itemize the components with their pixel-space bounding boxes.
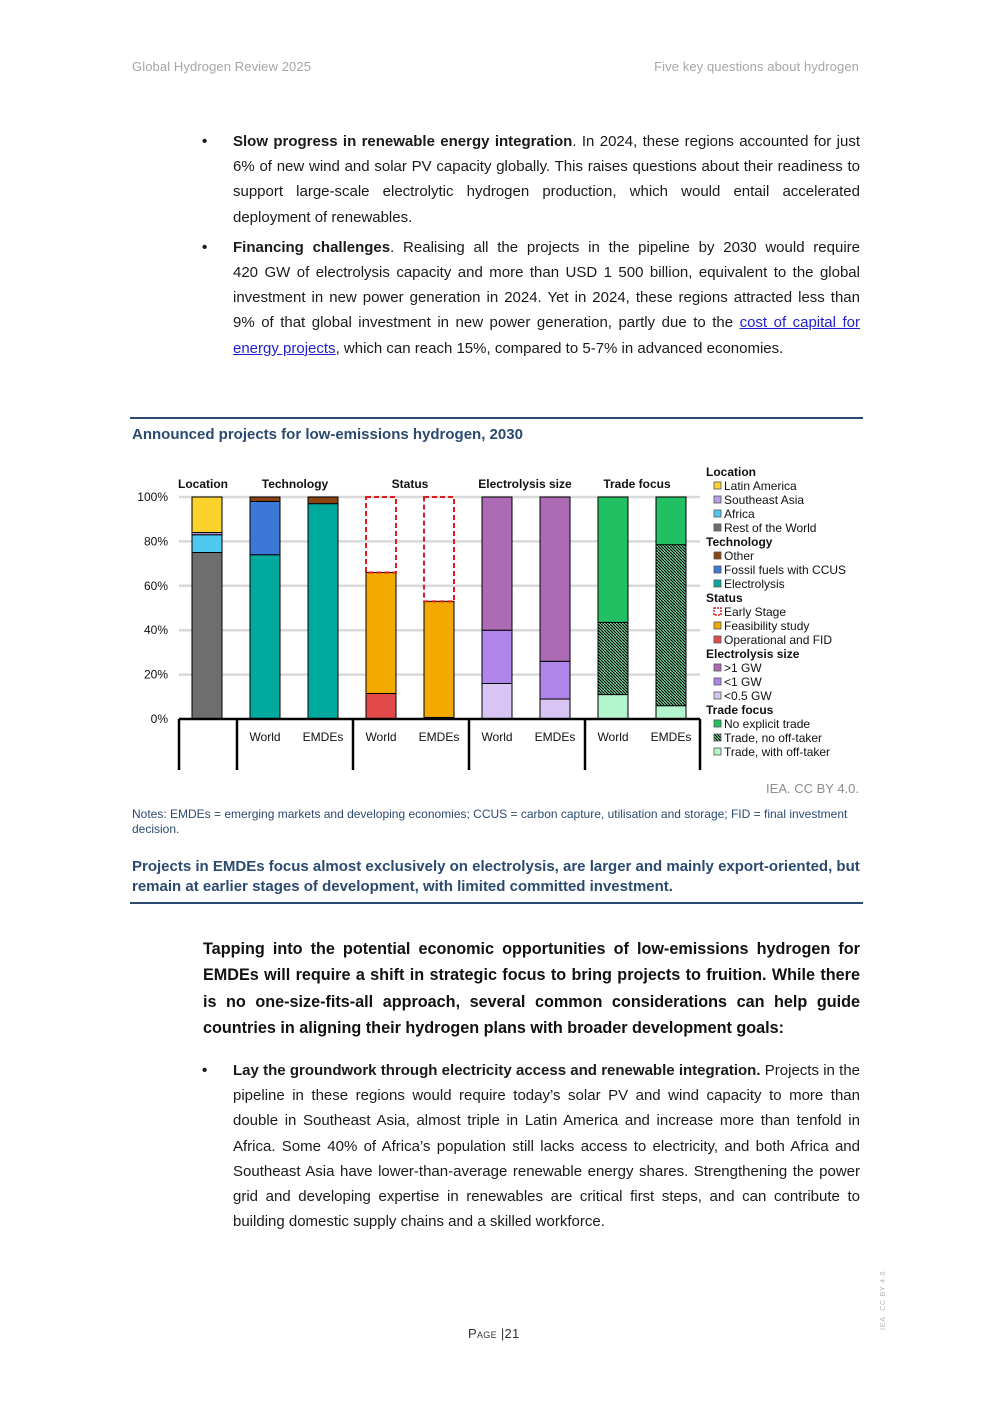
legend-label: Early Stage xyxy=(724,605,787,619)
bar-segment xyxy=(656,545,686,706)
legend-label: Trade, no off-taker xyxy=(724,731,823,745)
group-header: Status xyxy=(391,477,429,491)
group-header: Location xyxy=(178,477,228,491)
legend-label: Trade, with off-taker xyxy=(724,745,831,759)
y-tick-label: 100% xyxy=(137,490,168,504)
legend-label: Fossil fuels with CCUS xyxy=(724,563,847,577)
bar-segment xyxy=(250,555,280,719)
page-number-value: 21 xyxy=(504,1326,520,1341)
legend-heading: Trade focus xyxy=(706,703,774,717)
legend-label: Latin America xyxy=(724,479,797,493)
legend-label: Southeast Asia xyxy=(724,493,805,507)
legend-heading: Location xyxy=(706,465,756,479)
bar-segment xyxy=(598,622,628,694)
legend-swatch xyxy=(714,552,721,559)
legend-swatch xyxy=(714,636,721,643)
page-number xyxy=(468,1326,520,1341)
legend-swatch xyxy=(714,566,721,573)
legend-swatch xyxy=(714,720,721,727)
legend-label: Feasibility study xyxy=(724,619,810,633)
bar-segment xyxy=(250,501,280,554)
figure-title: Announced projects for low-emissions hydrogen, 2030 xyxy=(132,426,523,443)
legend-label: Other xyxy=(724,549,755,563)
bar-segment xyxy=(540,699,570,719)
legend-swatch xyxy=(714,748,721,755)
x-category-label: World xyxy=(597,730,629,744)
bar-segment xyxy=(656,497,686,545)
legend-label: Electrolysis xyxy=(724,577,785,591)
bar-segment xyxy=(482,683,512,719)
x-category-label: EMDEs xyxy=(650,730,692,744)
legend-heading: Status xyxy=(706,591,743,605)
legend-label: Operational and FID xyxy=(724,633,833,647)
running-header-title: Global Hydrogen Review 2025 xyxy=(132,59,312,74)
x-category-label: World xyxy=(481,730,513,744)
bar-segment xyxy=(250,497,280,501)
bar-segment xyxy=(540,661,570,699)
legend-swatch xyxy=(714,524,721,531)
stacked-bar-chart xyxy=(130,462,870,782)
page-label: Page xyxy=(468,1326,497,1341)
legend-swatch xyxy=(714,608,721,615)
x-category-label: EMDEs xyxy=(302,730,344,744)
bar-segment xyxy=(424,601,454,717)
bullet-groundwork xyxy=(200,1058,860,1234)
x-category-label: World xyxy=(249,730,281,744)
bar-segment xyxy=(598,497,628,622)
legend-label: Africa xyxy=(724,507,755,521)
legend-heading: Technology xyxy=(706,535,773,549)
bullet-dot-icon: • xyxy=(202,133,208,150)
legend-swatch xyxy=(714,510,721,517)
side-credit: IEA. CC BY 4.0. xyxy=(880,1267,887,1330)
figure-top-rule xyxy=(130,417,863,419)
group-header: Technology xyxy=(261,477,329,491)
legend-swatch xyxy=(714,664,721,671)
page-separator: | xyxy=(500,1326,505,1341)
legend-swatch xyxy=(714,622,721,629)
bar-segment xyxy=(482,497,512,630)
bullet-heading: Financing challenges xyxy=(233,238,391,256)
bullet-financing xyxy=(200,235,860,361)
x-category-label: EMDEs xyxy=(534,730,576,744)
bullet-heading: Lay the groundwork through electricity access and renewable integration. xyxy=(233,1062,761,1079)
bullet-list-top xyxy=(200,129,860,361)
legend-heading: Electrolysis size xyxy=(706,647,800,661)
figure-takeaway: Projects in EMDEs focus almost exclusively on electrolysis, are larger and mainly export-oriented, but remain at earlier stages of development, with limited committed investment. xyxy=(132,858,860,895)
legend-swatch xyxy=(714,496,721,503)
bullet-body-cont: , which can reach 15%, compared to 5-7% in advanced economies. xyxy=(335,339,784,357)
bar-segment xyxy=(598,695,628,719)
bullet-renewable-integration xyxy=(200,129,860,230)
bullet-list-bottom xyxy=(200,1058,860,1234)
bar-segment xyxy=(366,693,396,719)
bar-segment xyxy=(366,572,396,693)
bullet-body: Projects in the pipeline in these regions would require today’s solar PV and wind capacity to more than double in Southeast Asia, almost triple in Latin America and increase more than tenfold in Africa. Some 40% of Africa’s population still lacks access to electricity, and both Africa and Southeast Asia have lower-than-average renewable energy shares. Strengthening the power grid and developing expertise in renewables are critical first steps, and can contribute to building domestic supply chains and a skilled workforce. xyxy=(233,1062,860,1231)
bar-segment xyxy=(308,504,338,719)
lead-paragraph: Tapping into the potential economic opportunities of low-emissions hydrogen for EMDEs will require a shift in strategic focus to bring projects to fruition. While there is no one-size-fits-all approach, several common considerations can help guide countries in aligning their hydrogen plans with broader development goals: xyxy=(203,940,860,1038)
legend-label: <0.5 GW xyxy=(724,689,772,703)
bar-segment xyxy=(540,497,570,661)
cost-of-capital-link[interactable]: cost of capital for energy projects xyxy=(233,314,860,357)
bullet-body: . In 2024, these regions accounted for just 6% of new wind and solar PV capacity globally. This raises questions about their readiness to support large-scale electrolytic hydrogen production, which would entail accelerated deployment of renewables. xyxy=(233,133,860,226)
y-tick-label: 40% xyxy=(143,623,168,638)
x-category-label: EMDEs xyxy=(418,730,460,744)
legend-label: Rest of the World xyxy=(724,521,817,535)
x-category-label: World xyxy=(365,730,397,744)
legend-label: No explicit trade xyxy=(724,717,811,731)
legend-label: <1 GW xyxy=(724,675,762,689)
bar-segment xyxy=(482,630,512,683)
y-tick-label: 0% xyxy=(150,712,168,726)
bar-segment xyxy=(656,706,686,719)
running-header-chapter: Five key questions about hydrogen xyxy=(654,59,859,74)
bar-segment xyxy=(366,497,396,572)
y-tick-label: 20% xyxy=(143,667,168,682)
bar-segment xyxy=(192,497,222,533)
bullet-heading: Slow progress in renewable energy integration xyxy=(233,133,573,150)
figure-bottom-rule xyxy=(130,902,863,904)
chart-canvas xyxy=(130,462,870,782)
legend-swatch xyxy=(714,580,721,587)
group-header: Trade focus xyxy=(603,477,671,491)
y-tick-label: 60% xyxy=(143,578,168,593)
legend-label: >1 GW xyxy=(724,661,762,675)
bullet-body: . Realising all the projects in the pipeline by 2030 would require 420 GW of electrolysis capacity and more than USD 1 500 billion, equivalent to the global investment in new power generation in 2024. Yet in 2024, these regions attracted less than 9% of that global investment in new power generation, partly due to the xyxy=(233,238,860,332)
bar-segment xyxy=(308,497,338,504)
bar-segment xyxy=(192,553,222,720)
bullet-dot-icon: • xyxy=(202,238,208,256)
figure-notes: Notes: EMDEs = emerging markets and developing economies; CCUS = carbon capture, utilisation and storage; FID = final investment decision. xyxy=(132,807,848,836)
legend-swatch xyxy=(714,678,721,685)
legend-swatch xyxy=(714,734,721,741)
figure-credit: IEA. CC BY 4.0. xyxy=(766,781,859,796)
y-tick-label: 80% xyxy=(143,534,168,549)
legend-swatch xyxy=(714,692,721,699)
bar-segment xyxy=(192,535,222,553)
group-header: Electrolysis size xyxy=(478,477,572,491)
bullet-dot-icon: • xyxy=(202,1062,208,1079)
legend-swatch xyxy=(714,482,721,489)
